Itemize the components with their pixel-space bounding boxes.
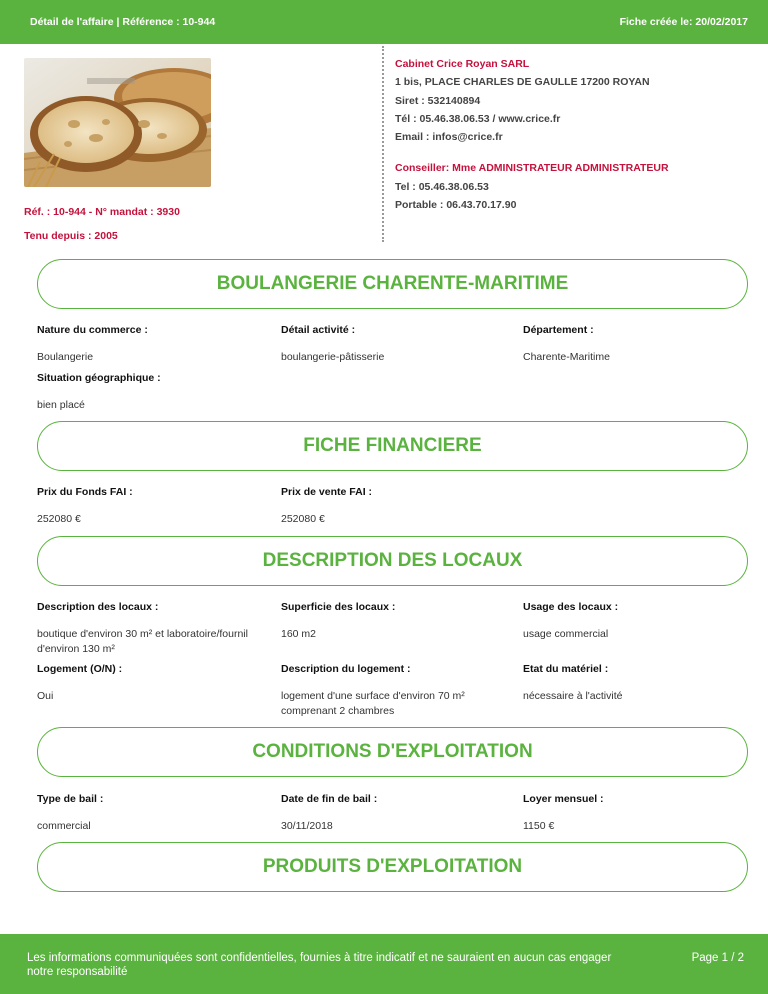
- field-value: 1150 €: [523, 819, 555, 832]
- field-superficie: [281, 600, 506, 642]
- field-departement: [523, 323, 748, 365]
- field-usage: [523, 600, 748, 642]
- field-value: 160 m2: [281, 627, 317, 640]
- field-etat-materiel: [523, 662, 748, 704]
- section-title-premises: DESCRIPTION DES LOCAUX: [37, 536, 748, 586]
- advisor-tel: Tel : 05.46.38.06.53: [395, 180, 489, 193]
- field-prix-vente: [281, 485, 506, 527]
- advisor-name: Conseiller: Mme ADMINISTRATEUR ADMINISTRATEUR: [395, 162, 669, 175]
- field-loyer: [523, 792, 748, 834]
- field-value: 252080 €: [281, 512, 325, 525]
- field-logement: [37, 662, 257, 704]
- field-value: boulangerie-pâtisserie: [281, 350, 385, 363]
- creation-date: Fiche créée le: 20/02/2017: [619, 16, 748, 28]
- field-value: Charente-Maritime: [523, 350, 610, 363]
- field-label: Superficie des locaux :: [281, 601, 396, 613]
- bread-photo: [24, 58, 211, 187]
- field-label: Prix du Fonds FAI :: [37, 486, 133, 498]
- reference-mandat: Réf. : 10-944 - N° mandat : 3930: [24, 206, 180, 218]
- section-title-business: BOULANGERIE CHARENTE-MARITIME: [37, 259, 748, 309]
- agency-info: [395, 55, 669, 214]
- agency-address: 1 bis, PLACE CHARLES DE GAULLE 17200 ROYAN: [395, 76, 650, 89]
- field-value: boutique d'environ 30 m² et laboratoire/fournil d'environ 130 m²: [37, 627, 248, 655]
- field-prix-fonds: [37, 485, 257, 527]
- vertical-divider: [382, 46, 384, 242]
- footer-bar: [0, 934, 768, 994]
- field-label: Description des locaux :: [37, 601, 159, 613]
- section-title-products: PRODUITS D'EXPLOITATION: [37, 842, 748, 892]
- field-value: usage commercial: [523, 627, 609, 640]
- agency-contact: Tél : 05.46.38.06.53 / www.crice.fr: [395, 112, 561, 125]
- field-fin-bail: [281, 792, 506, 834]
- field-label: Etat du matériel :: [523, 663, 609, 675]
- field-detail-activite: [281, 323, 506, 365]
- section-title-financial: FICHE FINANCIERE: [37, 421, 748, 471]
- field-description-locaux: [37, 600, 257, 658]
- agency-email: Email : infos@crice.fr: [395, 131, 503, 144]
- top-bar: [0, 0, 768, 44]
- field-value: commercial: [37, 819, 91, 832]
- field-nature: [37, 323, 257, 365]
- field-situation: [37, 371, 257, 413]
- spacer: [395, 146, 669, 159]
- field-value: 252080 €: [37, 512, 81, 525]
- agency-name: Cabinet Crice Royan SARL: [395, 58, 530, 70]
- held-since: Tenu depuis : 2005: [24, 230, 118, 242]
- field-description-logement: [281, 662, 506, 720]
- section-title-conditions: CONDITIONS D'EXPLOITATION: [37, 727, 748, 777]
- agency-siret: Siret : 532140894: [395, 94, 481, 107]
- field-label: Situation géographique :: [37, 372, 161, 384]
- advisor-mobile: Portable : 06.43.70.17.90: [395, 199, 517, 212]
- field-type-bail: [37, 792, 257, 834]
- field-value: 30/11/2018: [281, 819, 333, 832]
- field-label: Nature du commerce :: [37, 324, 148, 336]
- field-label: Date de fin de bail :: [281, 793, 378, 805]
- field-label: Logement (O/N) :: [37, 663, 123, 675]
- page-number: Page 1 / 2: [691, 952, 744, 964]
- field-label: Prix de vente FAI :: [281, 486, 373, 498]
- field-label: Détail activité :: [281, 324, 356, 336]
- field-label: Département :: [523, 324, 594, 336]
- footer-disclaimer: Les informations communiquées sont confidentielles, fournies à titre indicatif et ne sauraient en aucun cas engager notre responsabilité: [27, 952, 612, 978]
- field-label: Usage des locaux :: [523, 601, 619, 613]
- field-value: logement d'une surface d'environ 70 m² comprenant 2 chambres: [281, 689, 465, 717]
- field-label: Description du logement :: [281, 663, 411, 675]
- field-value: Boulangerie: [37, 350, 94, 363]
- field-label: Type de bail :: [37, 793, 104, 805]
- field-value: bien placé: [37, 398, 85, 411]
- field-value: nécessaire à l'activité: [523, 689, 623, 702]
- field-value: Oui: [37, 689, 54, 702]
- page-title: Détail de l'affaire | Référence : 10-944: [30, 16, 216, 28]
- field-label: Loyer mensuel :: [523, 793, 604, 805]
